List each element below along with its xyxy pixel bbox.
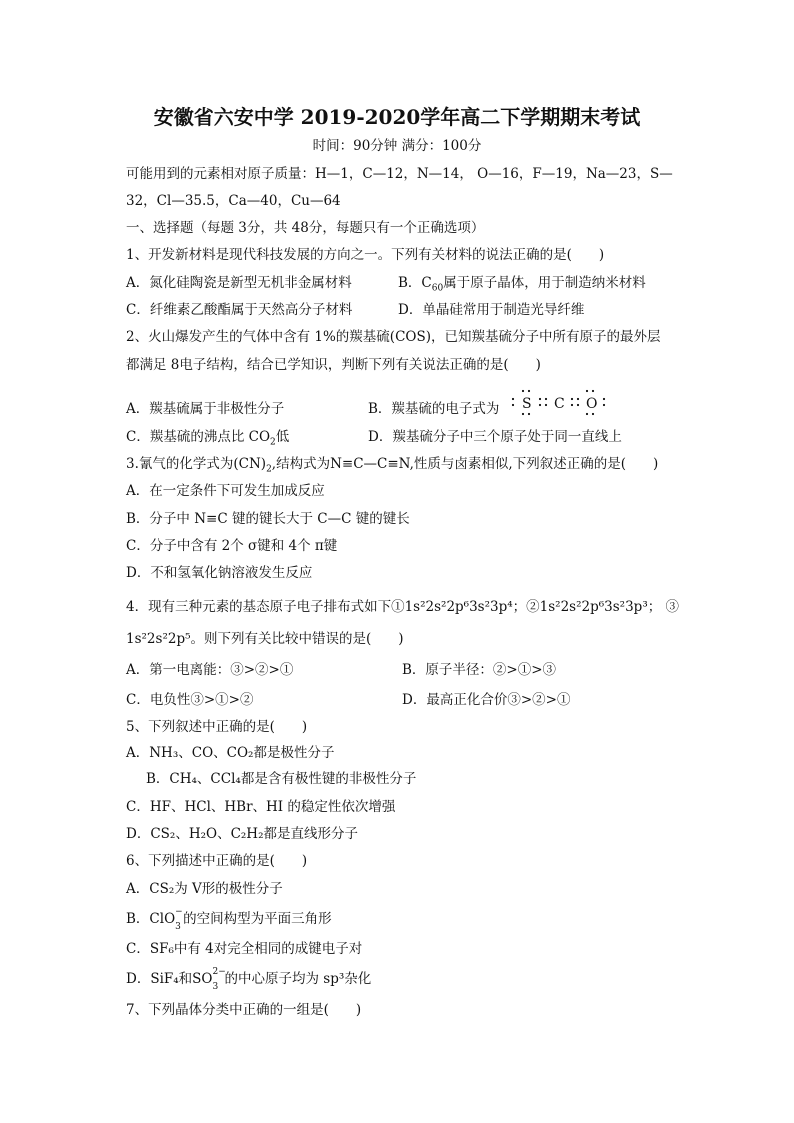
lewis-atom-c: C xyxy=(554,396,565,412)
question-6-option-b: B．ClO − 3 的空间构型为平面三角形 xyxy=(126,907,332,932)
question-7-stem: 7、下列晶体分类中正确的一组是( ) xyxy=(126,1002,362,1018)
question-5-option-c: C．HF、HCl、HBr、HI 的稳定性依次增强 xyxy=(126,799,396,815)
question-3-option-c: C．分子中含有 2个 σ键和 4个 π键 xyxy=(126,538,338,554)
section-heading: 一、选择题（每题 3分，共 48分，每题只有一个正确选项） xyxy=(126,220,485,236)
question-1-option-b: B．$C_{60}$属于原子晶体，用于制造纳米材料 xyxy=(398,275,646,294)
question-5-option-d: D．CS₂、H₂O、C₂H₂都是直线形分子 xyxy=(126,826,358,842)
page-title: 安徽省六安中学 2019-2020学年高二下学期期末考试 xyxy=(153,105,641,129)
question-1-stem: 1、开发新材料是现代科技发展的方向之一。下列有关材料的说法正确的是( ) xyxy=(126,247,605,263)
question-5-stem: 5、下列叙述中正确的是( ) xyxy=(126,719,308,735)
question-5-option-a: A．NH₃、CO、CO₂都是极性分子 xyxy=(126,745,335,761)
question-1-option-a: A．氮化硅陶瓷是新型无机非金属材料 xyxy=(126,275,352,291)
question-3-stem: 3.氰气的化学式为$(CN)_2$,结构式为N≡C—C≡N,性质与卤素相似,下列叙述正确的是( ) xyxy=(126,456,659,475)
sulfite-ion: SO 2− 3 xyxy=(192,967,226,992)
cos-lewis-structure xyxy=(508,388,628,418)
question-6-stem: 6、下列描述中正确的是( ) xyxy=(126,853,308,869)
question-5-option-b: B．CH₄、CCl₄都是含有极性键的非极性分子 xyxy=(146,771,417,787)
question-2-option-a: A．羰基硫属于非极性分子 xyxy=(126,401,285,417)
question-2-option-c: C．羰基硫的沸点比 $CO_2$低 xyxy=(126,429,290,448)
question-4-option-c: C．电负性③>①>② xyxy=(126,692,254,708)
question-2-stem-2: 都满足 8电子结构，结合已学知识，判断下列有关说法正确的是( ) xyxy=(126,357,541,373)
lewis-atom-s: S xyxy=(522,396,532,412)
exam-info: 时间：90分钟 满分：100分 xyxy=(312,138,482,154)
question-4-stem-1: 4．现有三种元素的基态原子电子排布式如下①1s²2s²2p⁶3s²3p⁴；②1s²2s²2p⁶3s²3p³； ③ xyxy=(126,599,680,615)
question-2-stem-1: 2、火山爆发产生的气体中含有 1%的羰基硫(COS)，已知羰基硫分子中所有原子的最外层 xyxy=(126,329,661,345)
question-4-stem-2: 1s²2s²2p⁵。则下列有关比较中错误的是( ) xyxy=(126,631,404,647)
atomic-mass-line-2: 32，Cl—35.5，Ca—40，Cu—64 xyxy=(126,193,341,209)
question-3-option-d: D．不和氢氧化钠溶液发生反应 xyxy=(126,565,313,581)
question-1-option-d: D．单晶硅常用于制造光导纤维 xyxy=(398,302,585,318)
question-3-option-a: A．在一定条件下可发生加成反应 xyxy=(126,483,325,499)
question-4-option-b: B．原子半径：②>①>③ xyxy=(402,662,557,678)
lewis-atom-o: O xyxy=(586,396,598,412)
question-2-option-b: B．羰基硫的电子式为 xyxy=(368,401,500,417)
atomic-mass-line-1: 可能用到的元素相对原子质量：H—1，C—12，N—14， O—16，F—19，Na—23，S— xyxy=(126,166,673,182)
question-1-option-c: C．纤维素乙酸酯属于天然高分子材料 xyxy=(126,302,353,318)
question-2-option-d: D．羰基硫分子中三个原子处于同一直线上 xyxy=(368,429,622,445)
question-6-option-c: C．SF₆中有 4对完全相同的成键电子对 xyxy=(126,941,363,957)
question-4-option-a: A．第一电离能：③>②>① xyxy=(126,662,294,678)
chlorate-ion: ClO − 3 xyxy=(149,907,183,932)
question-3-option-b: B．分子中 N≡C 键的键长大于 C—C 键的键长 xyxy=(126,511,410,527)
question-6-option-d: D．SiF₄和SO 2− 3 的中心原子均为 sp³杂化 xyxy=(126,967,372,992)
question-6-option-a: A．CS₂为 V形的极性分子 xyxy=(126,881,283,897)
question-4-option-d: D．最高正化合价③>②>① xyxy=(402,692,571,708)
